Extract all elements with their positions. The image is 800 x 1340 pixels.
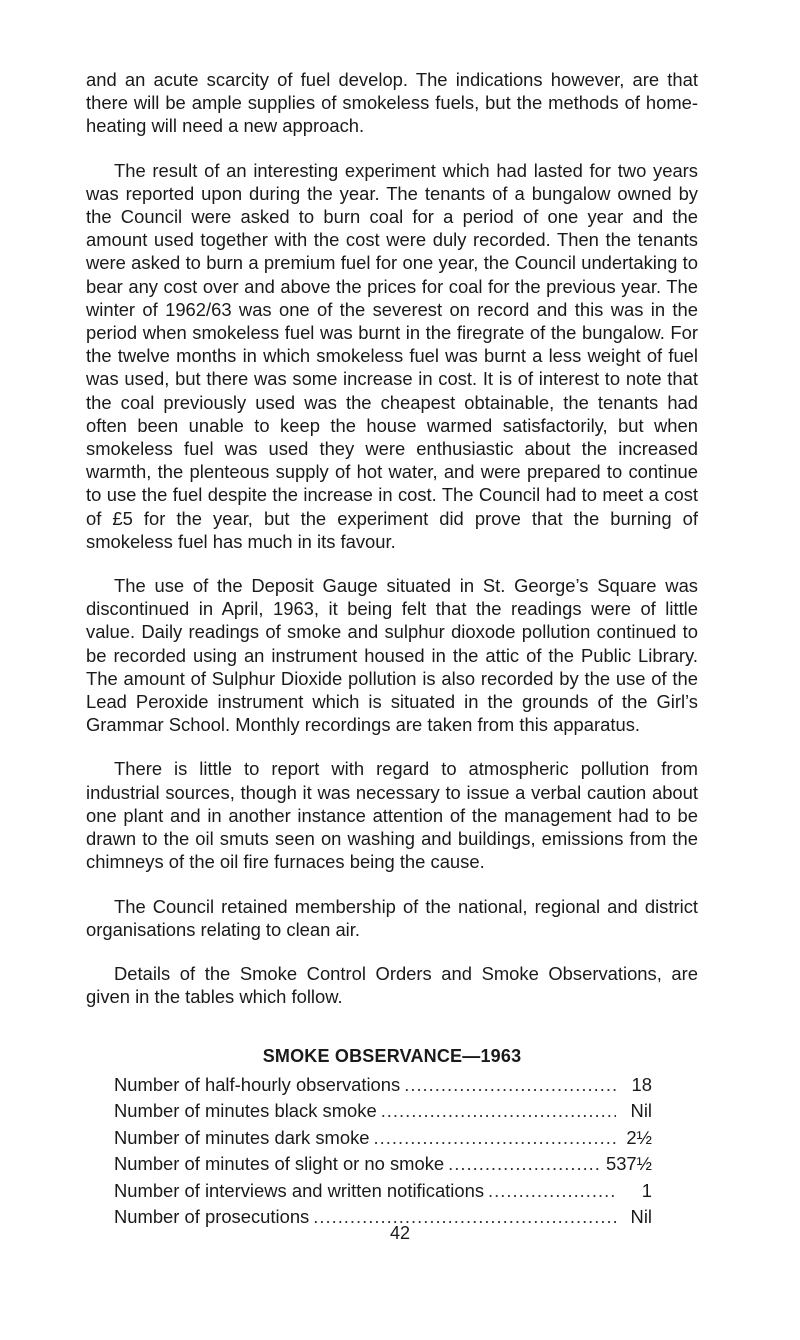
table-title: SMOKE OBSERVANCE—1963: [262, 1046, 522, 1066]
paragraph-6: Details of the Smoke Control Orders and Smoke Observations, are given in the tables which follow.: [86, 962, 698, 1008]
row-value: Nil: [630, 1100, 652, 1122]
paragraph-2: The result of an interesting experiment which had lasted for two years was reported upon during the year. The tenants of a bungalow owned by the Council were asked to burn coal for a period of one year and the amount used together with the cost were duly recorded. Then the tenants were asked to burn a premium fuel for one year, the Council undertaking to bear any cost over and above the prices for coal for the previous year. The winter of 1962/63 was one of the severest on record and this was in the period when smokeless fuel was burnt in the firegrate of the bungalow. For the twelve months in which smokeless fuel was burnt a less weight of fuel was used, but there was some increase in cost. It is of interest to note that the coal previously used was the cheapest obtainable, the tenants had often been unable to keep the house warmed satisfactorily, but when smokeless fuel was used they were enthusiastic about the increased warmth, the plenteous supply of hot water, and were prepared to continue to use the fuel despite the increase in cost. The Council had to meet a cost of £5 for the year, but the experiment did prove that the burning of smokeless fuel has much in its favour.: [86, 159, 698, 552]
row-value: 18: [631, 1074, 652, 1095]
row-label: Number of minutes of slight or no smoke: [114, 1153, 445, 1175]
row-value: Nil: [630, 1206, 652, 1228]
paragraph-4: There is little to report with regard to atmospheric pollution from industrial sources, though it was necessary to issue a verbal caution about one plant and in another instance attention of the management had to be drawn to the oil smuts seen on washing and buildings, emissions from the chimneys of the oil fire furnaces being the cause.: [86, 758, 698, 873]
paragraph-3: The use of the Deposit Gauge situated in St. George’s Square was discontinued in April, 1963, it being felt that the readings were of little value. Daily readings of smoke and sulphur dioxode pollution continued to be recorded using an instrument housed in the attic of the Public Library. The amount of Sulphur Dioxide pollution is also recorded by the use of the Lead Peroxide instrument which is situated in the grounds of the Girl’s Grammar School. Monthly recordings are taken from this apparatus.: [86, 575, 698, 736]
row-label: Number of minutes dark smoke: [114, 1126, 370, 1148]
row-value: 1: [641, 1179, 652, 1201]
dot-leader: [374, 1125, 616, 1151]
dot-leader: [488, 1178, 618, 1204]
paragraph-5: The Council retained membership of the national, regional and district organisations relating to clean air.: [86, 895, 698, 940]
dot-leader: [404, 1072, 616, 1098]
row-label: Number of prosecutions: [114, 1206, 310, 1228]
row-label: Number of half-hourly observations: [114, 1074, 401, 1095]
row-label: Number of interviews and written notifications: [114, 1179, 485, 1201]
table-row: [114, 1178, 652, 1204]
table-row: [114, 1151, 652, 1177]
table-row: [114, 1072, 652, 1098]
row-value: 2½: [626, 1126, 652, 1148]
table-row: [114, 1125, 652, 1151]
row-label: Number of minutes black smoke: [114, 1100, 377, 1122]
dot-leader: [448, 1151, 600, 1177]
row-value: 537½: [605, 1153, 652, 1175]
body-text: [86, 68, 698, 1029]
paragraph-1: and an acute scarcity of fuel develop. The indications however, are that there will be ample supplies of smokeless fuels, but the methods of home-heating will need a new approach.: [86, 69, 698, 137]
table-row: [114, 1098, 652, 1124]
table-rows: [114, 1072, 652, 1230]
dot-leader: [381, 1098, 616, 1124]
smoke-observance-table: [86, 1044, 698, 1230]
page-number: 42: [389, 1223, 411, 1243]
